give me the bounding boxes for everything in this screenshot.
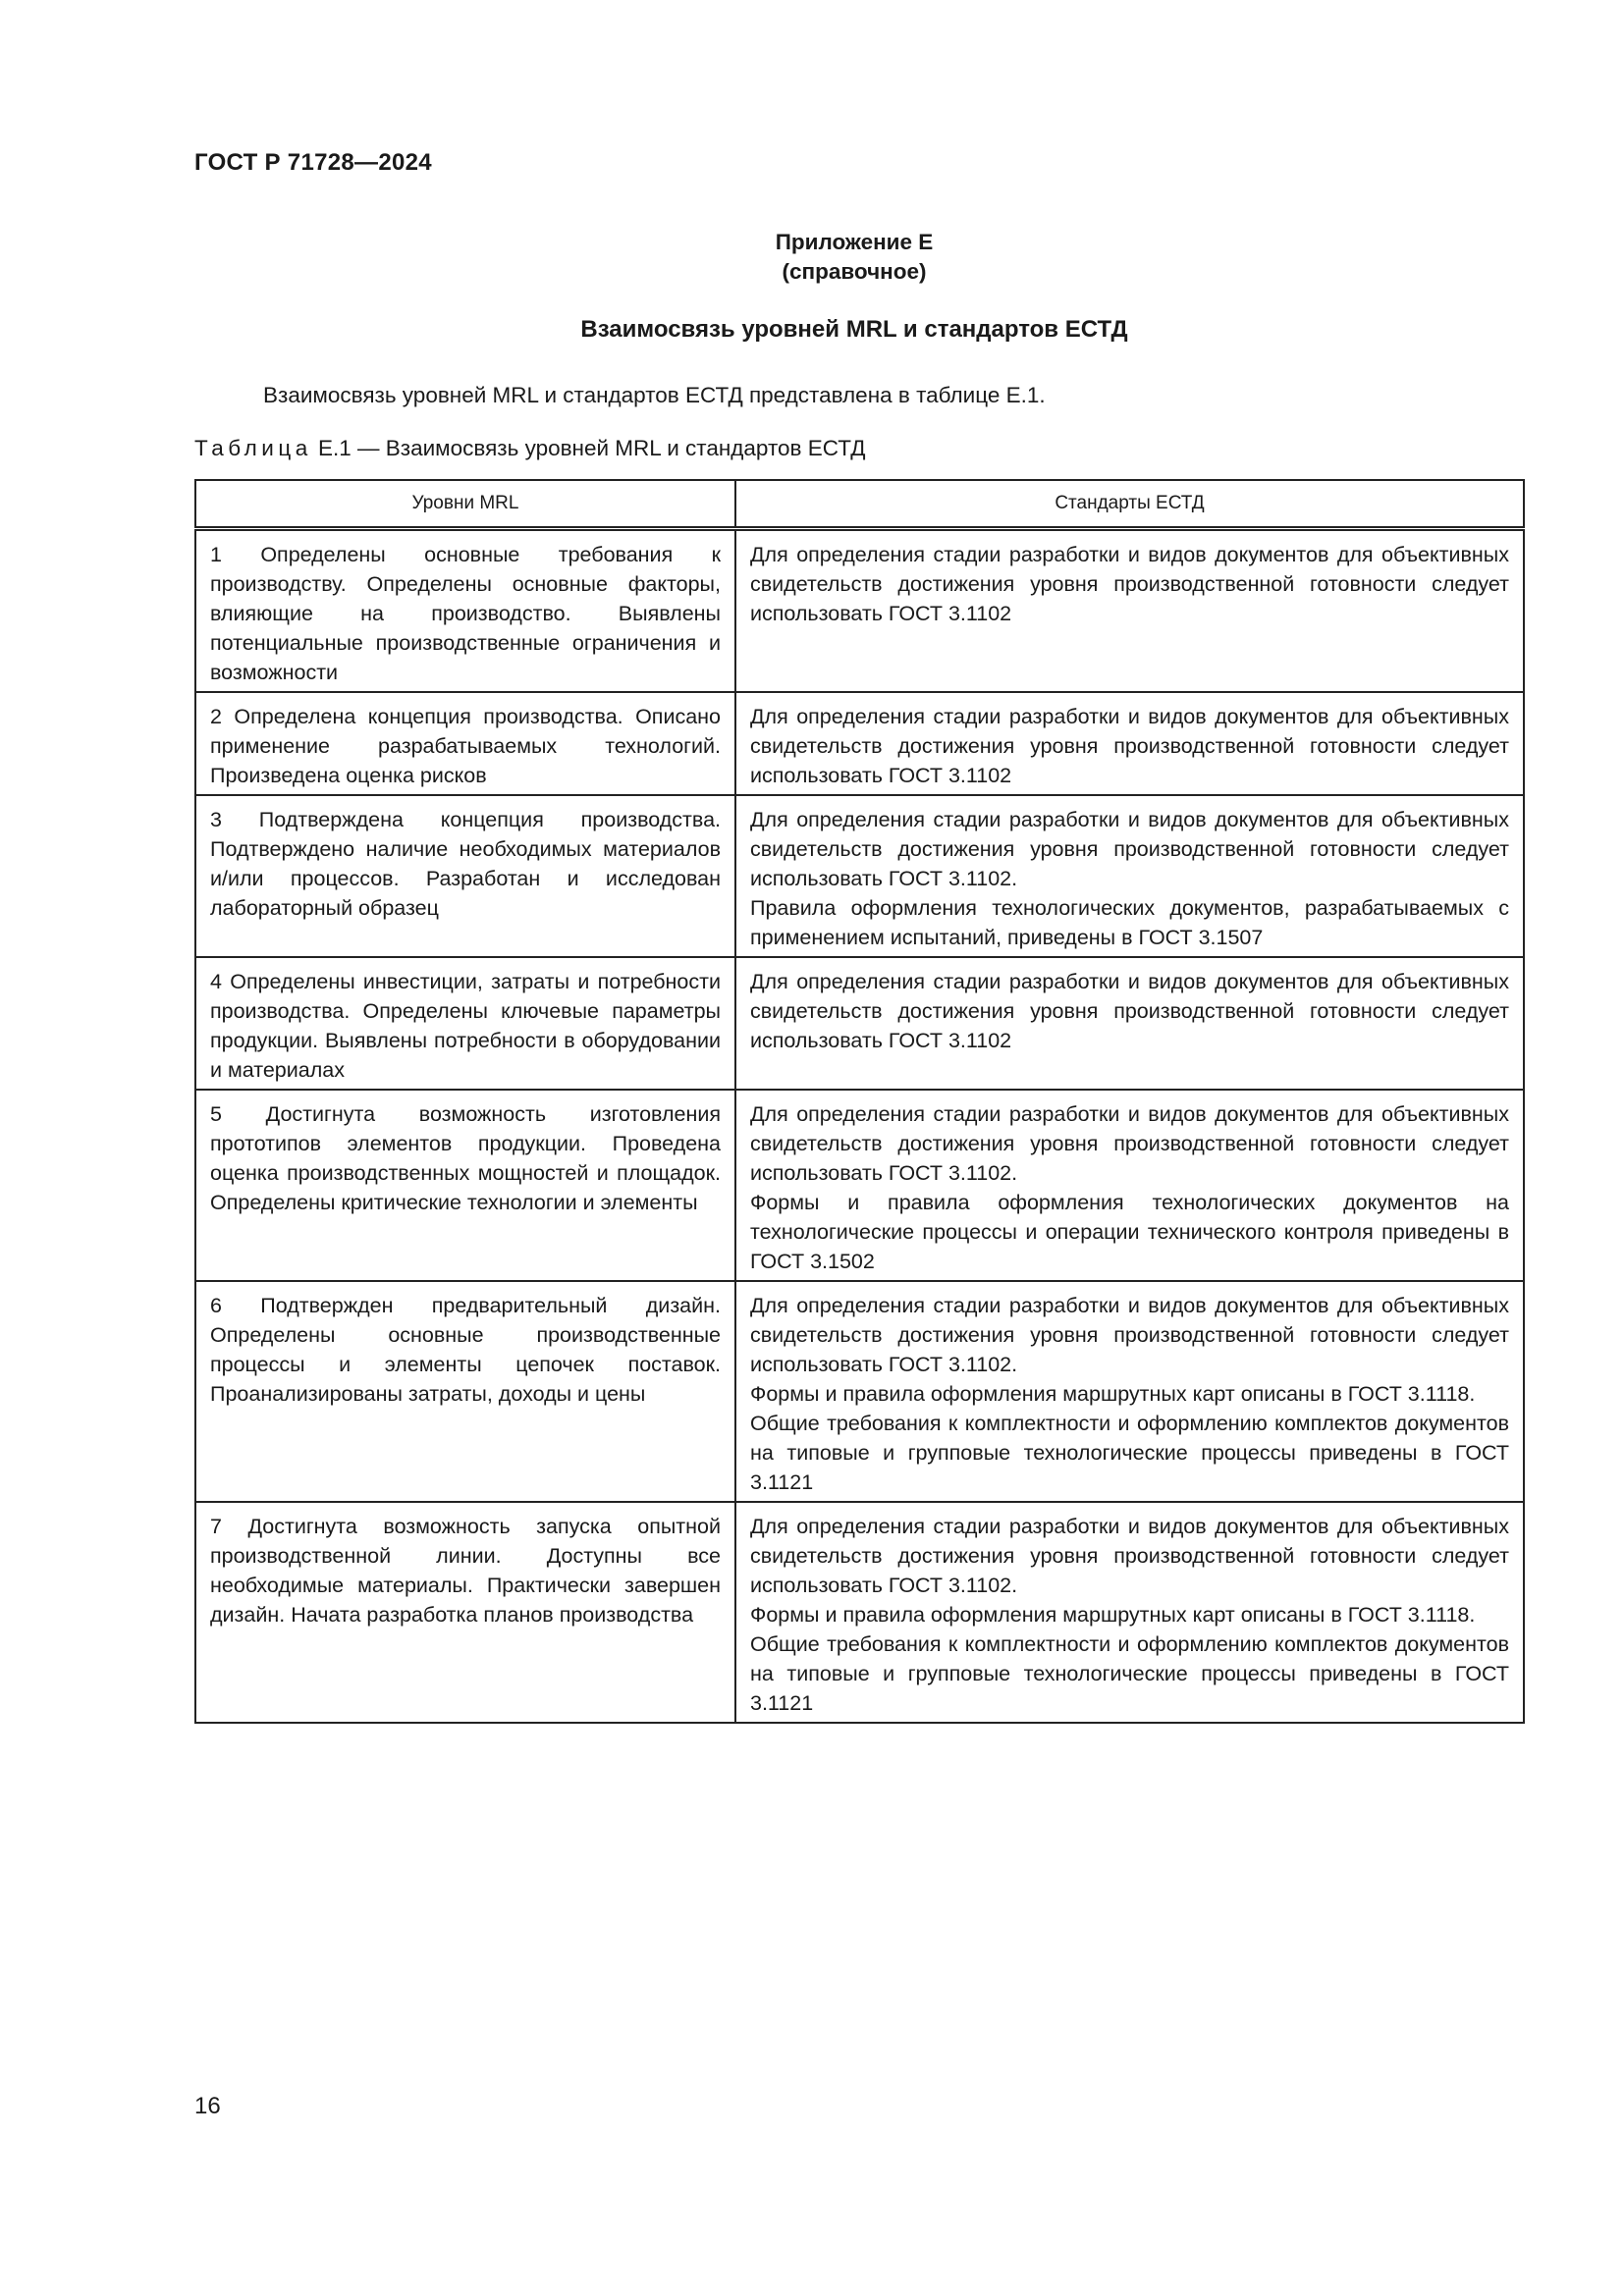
estd-standards-cell [735, 795, 1524, 957]
standards-paragraph: Для определения стадии разработки и видов документов для объективных свидетельств достижения уровня производственной готовности следует использовать ГОСТ 3.1102. [750, 808, 1509, 890]
column-header-levels: Уровни MRL [195, 480, 735, 529]
appendix-type: (справочное) [782, 259, 927, 284]
table-row [195, 1281, 1524, 1502]
standard-header: ГОСТ Р 71728—2024 [194, 149, 432, 176]
intro-paragraph: Взаимосвязь уровней MRL и стандартов ЕСТД представлена в таблице Е.1. [263, 383, 1046, 407]
standards-paragraph: Для определения стадии разработки и видов документов для объективных свидетельств достижения уровня производственной готовности следует использовать ГОСТ 3.1102. [750, 1102, 1509, 1185]
mrl-level-cell: 3 Подтверждена концепция производства. Подтверждено наличие необходимых материалов и/или процессов. Разработан и исследован лабораторный образец [195, 795, 735, 957]
table-row [195, 1502, 1524, 1723]
standards-paragraph: Общие требования к комплектности и оформлению комплектов документов на типовые и групповые технологические процессы приведены в ГОСТ 3.1121 [750, 1412, 1509, 1494]
standards-paragraph: Правила оформления технологических документов, разрабатываемых с применением испытаний, приведены в ГОСТ 3.1507 [750, 896, 1509, 949]
table-caption-prefix: Таблица [194, 436, 312, 460]
estd-standards-cell [735, 1281, 1524, 1502]
standards-paragraph: Формы и правила оформления маршрутных карт описаны в ГОСТ 3.1118. [750, 1382, 1476, 1406]
mrl-level-cell: 1 Определены основные требования к производству. Определены основные факторы, влияющие на производство. Выявлены потенциальные производственные ограничения и возможности [195, 529, 735, 693]
appendix-label: Приложение Е [775, 230, 934, 254]
table-row [195, 529, 1524, 693]
table-caption [194, 436, 865, 461]
page-number: 16 [194, 2093, 221, 2119]
estd-standards-cell [735, 529, 1524, 693]
standards-paragraph: Формы и правила оформления маршрутных карт описаны в ГОСТ 3.1118. [750, 1603, 1476, 1627]
section-title: Взаимосвязь уровней MRL и стандартов ЕСТД [580, 316, 1128, 343]
standards-paragraph: Общие требования к комплектности и оформлению комплектов документов на типовые и групповые технологические процессы приведены в ГОСТ 3.1121 [750, 1632, 1509, 1715]
standards-paragraph: Для определения стадии разработки и видов документов для объективных свидетельств достижения уровня производственной готовности следует использовать ГОСТ 3.1102 [750, 970, 1509, 1052]
mrl-level-cell: 2 Определена концепция производства. Описано применение разрабатываемых технологий. Произведена оценка рисков [195, 692, 735, 795]
table-row [195, 1090, 1524, 1281]
estd-standards-cell [735, 957, 1524, 1090]
table-caption-text: Е.1 — Взаимосвязь уровней MRL и стандартов ЕСТД [311, 436, 866, 460]
standards-paragraph: Формы и правила оформления технологических документов на технологические процессы и операции технического контроля приведены в ГОСТ 3.1502 [750, 1191, 1509, 1273]
estd-standards-cell [735, 1502, 1524, 1723]
estd-standards-cell [735, 692, 1524, 795]
mrl-level-cell: 4 Определены инвестиции, затраты и потребности производства. Определены ключевые параметры продукции. Выявлены потребности в оборудовании и материалах [195, 957, 735, 1090]
table-row [195, 692, 1524, 795]
standards-paragraph: Для определения стадии разработки и видов документов для объективных свидетельств достижения уровня производственной готовности следует использовать ГОСТ 3.1102 [750, 705, 1509, 787]
estd-standards-cell [735, 1090, 1524, 1281]
column-header-standards: Стандарты ЕСТД [735, 480, 1524, 529]
mrl-level-cell: 7 Достигнута возможность запуска опытной производственной линии. Доступны все необходимые материалы. Практически завершен дизайн. Начата разработка планов производства [195, 1502, 735, 1723]
standards-paragraph: Для определения стадии разработки и видов документов для объективных свидетельств достижения уровня производственной готовности следует использовать ГОСТ 3.1102 [750, 543, 1509, 625]
mrl-level-cell: 5 Достигнута возможность изготовления прототипов элементов продукции. Проведена оценка производственных мощностей и площадок. Определены критические технологии и элементы [195, 1090, 735, 1281]
table-header-row [195, 480, 1524, 529]
mrl-level-cell: 6 Подтвержден предварительный дизайн. Определены основные производственные процессы и элементы цепочек поставок. Проанализированы затраты, доходы и цены [195, 1281, 735, 1502]
table-row [195, 957, 1524, 1090]
mrl-standards-table [194, 479, 1525, 1724]
appendix-heading [0, 228, 1624, 287]
standards-paragraph: Для определения стадии разработки и видов документов для объективных свидетельств достижения уровня производственной готовности следует использовать ГОСТ 3.1102. [750, 1294, 1509, 1376]
standards-paragraph: Для определения стадии разработки и видов документов для объективных свидетельств достижения уровня производственной готовности следует использовать ГОСТ 3.1102. [750, 1515, 1509, 1597]
table-row [195, 795, 1524, 957]
